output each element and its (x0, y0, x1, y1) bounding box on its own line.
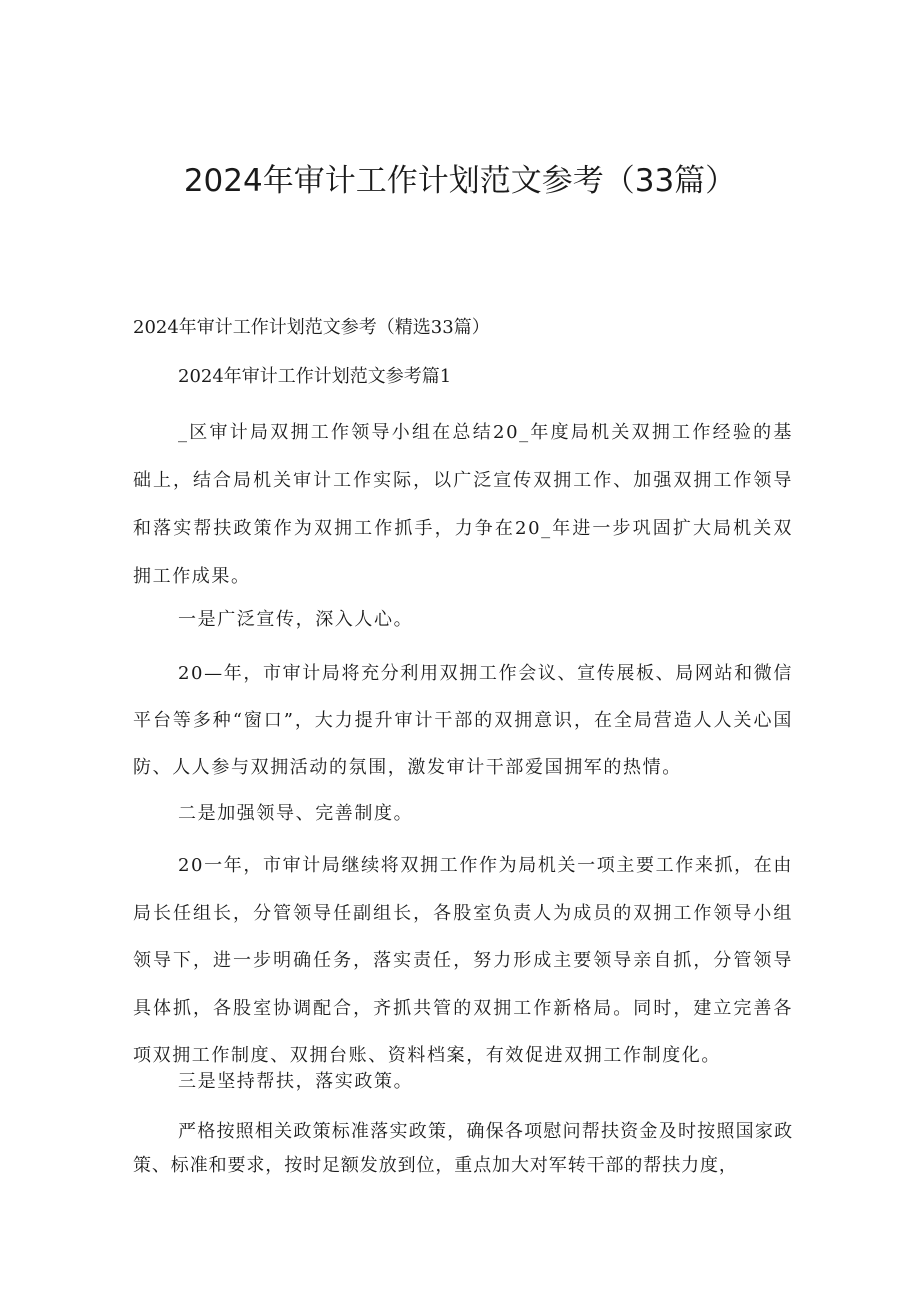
document-title: 2024年审计工作计划范文参考（33篇） (183, 163, 737, 199)
paragraph-point-three-body: 严格按照相关政策标准落实政策，确保各项慰问帮扶资金及时按照国家政策、标准和要求，按时足额发放到位，重点加大对军转干部的帮扶力度， (133, 1121, 793, 1176)
paragraph-point-three-heading: 三是坚持帮扶，落实政策。 (178, 1071, 414, 1092)
paragraph-point-one-body: 20—年，市审计局将充分利用双拥工作会议、宣传展板、局网站和微信平台等多种“窗口”，大力提升审计干部的双拥意识，在全局营造人人关心国防、人人参与双拥活动的氛围，激发审计干部爱国拥军的热情。 (133, 663, 793, 778)
paragraph-intro: _区审计局双拥工作领导小组在总结20_年度局机关双拥工作经验的基础上，结合局机关审计工作实际，以广泛宣传双拥工作、加强双拥工作领导和落实帮扶政策作为双拥工作抓手，力争在20_年进一步巩固扩大局机关双拥工作成果。 (133, 422, 793, 587)
paragraph-point-one-heading: 一是广泛宣传，深入人心。 (178, 609, 414, 630)
document-subtitle: 2024年审计工作计划范文参考（精选33篇） (133, 317, 490, 338)
section-heading: 2024年审计工作计划范文参考篇1 (178, 366, 452, 387)
paragraph-point-two-body: 20一年，市审计局继续将双拥工作作为局机关一项主要工作来抓，在由局长任组长，分管领导任副组长，各股室负责人为成员的双拥工作领导小组领导下，进一步明确任务，落实责任，努力形成主要领导亲自抓，分管领导具体抓，各股室协调配合，齐抓共管的双拥工作新格局。同时，建立完善各项双拥工作制度、双拥台账、资料档案，有效促进双拥工作制度化。 (133, 855, 793, 1066)
paragraph-point-two-heading: 二是加强领导、完善制度。 (178, 803, 414, 824)
